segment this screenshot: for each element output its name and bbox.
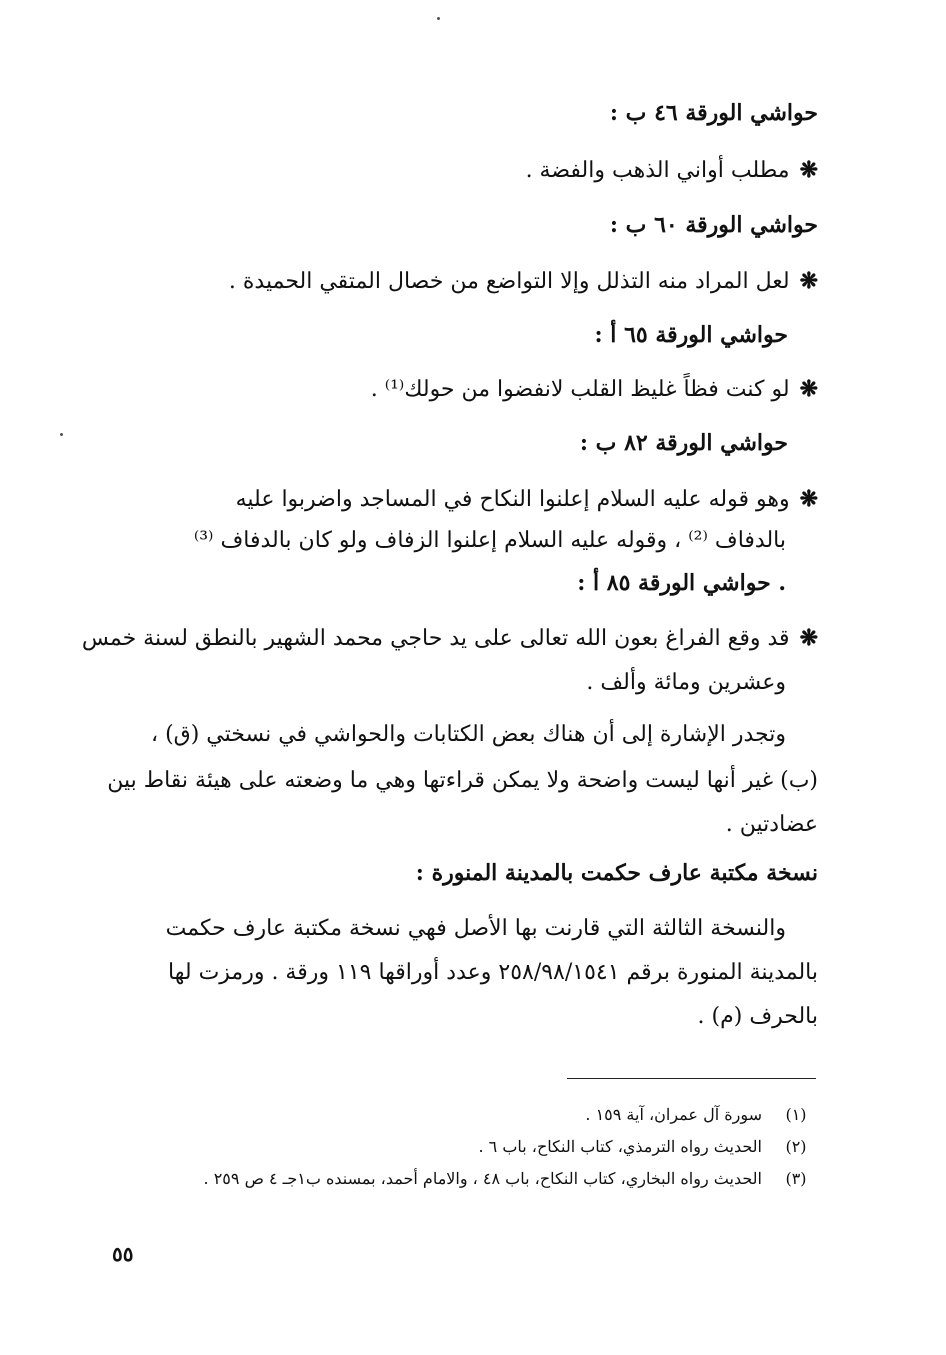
note-line — [526, 155, 818, 186]
footnote — [118, 1102, 818, 1128]
asterisk-icon: ❋ — [799, 625, 818, 651]
section-title: نسخة مكتبة عارف حكمت بالمدينة المنورة : — [415, 860, 818, 886]
paragraph-line: (ب) غير أنها ليست واضحة ولا يمكن قراءتها وهي ما وضعته على هيئة نقاط بين — [107, 768, 818, 793]
scan-speck — [60, 433, 63, 436]
footnote — [118, 1166, 818, 1192]
footnote-separator — [567, 1078, 816, 1079]
note-line — [229, 266, 818, 297]
note-text: لعل المراد منه التذلل وإلا التواضع من خصال المتقي الحميدة . — [228, 269, 790, 294]
paragraph-line: عضادتين . — [725, 812, 818, 837]
footnote-text: الحديث رواه البخاري، كتاب النكاح، باب ٤٨ ، والامام أحمد، بمسنده ب١جـ ٤ ص ٢٥٩ . — [203, 1169, 762, 1188]
note-text: وهو قوله عليه السلام إعلنوا النكاح في المساجد واضربوا عليه — [235, 487, 790, 512]
paragraph-line: والنسخة الثالثة التي قارنت بها الأصل فهي نسخة مكتبة عارف حكمت — [165, 916, 786, 941]
footnote-number: (٢) — [785, 1137, 807, 1156]
note-line: وعشرين ومائة وألف . — [586, 670, 786, 695]
footnote-text: الحديث رواه الترمذي، كتاب النكاح، باب ٦ . — [478, 1137, 762, 1156]
asterisk-icon: ❋ — [799, 486, 818, 512]
page-number: ٥٥ — [112, 1242, 134, 1266]
note-text: لو كنت فظاً غليظ القلب لانفضوا من حولك⁽¹⁾ . — [370, 377, 790, 402]
footnote-text: سورة آل عمران، آية ١٥٩ . — [585, 1105, 762, 1124]
scan-speck — [437, 17, 440, 20]
footnote-number: (١) — [785, 1105, 807, 1124]
paragraph-line: بالمدينة المنورة برقم ٢٥٨/٩٨/١٥٤١ وعدد أوراقها ١١٩ ورقة . ورمزت لها — [168, 960, 818, 985]
note-text: مطلب أواني الذهب والفضة . — [525, 158, 790, 183]
note-line — [82, 623, 818, 654]
note-line — [236, 484, 818, 515]
note-line — [371, 374, 818, 405]
section-heading: حواشي الورقة ٤٦ ب : — [609, 100, 818, 126]
asterisk-icon: ❋ — [799, 268, 818, 294]
note-text: قد وقع الفراغ بعون الله تعالى على يد حاجي محمد الشهير بالنطق لسنة خمس — [81, 626, 790, 651]
asterisk-icon: ❋ — [799, 376, 818, 402]
footnote — [118, 1134, 818, 1160]
section-heading: . حواشي الورقة ٨٥ أ : — [577, 570, 786, 596]
footnote-number: (٣) — [785, 1169, 807, 1188]
paragraph-line: وتجدر الإشارة إلى أن هناك بعض الكتابات والحواشي في نسختي (ق) ، — [150, 722, 786, 747]
section-heading: حواشي الورقة ٨٢ ب : — [579, 430, 788, 456]
note-line: بالدفاف ⁽²⁾ ، وقوله عليه السلام إعلنوا الزفاف ولو كان بالدفاف ⁽³⁾ — [193, 528, 786, 553]
section-heading: حواشي الورقة ٦٠ ب : — [609, 212, 818, 238]
paragraph-line: بالحرف (م) . — [697, 1004, 818, 1029]
asterisk-icon: ❋ — [799, 157, 818, 183]
section-heading: حواشي الورقة ٦٥ أ : — [594, 322, 788, 348]
